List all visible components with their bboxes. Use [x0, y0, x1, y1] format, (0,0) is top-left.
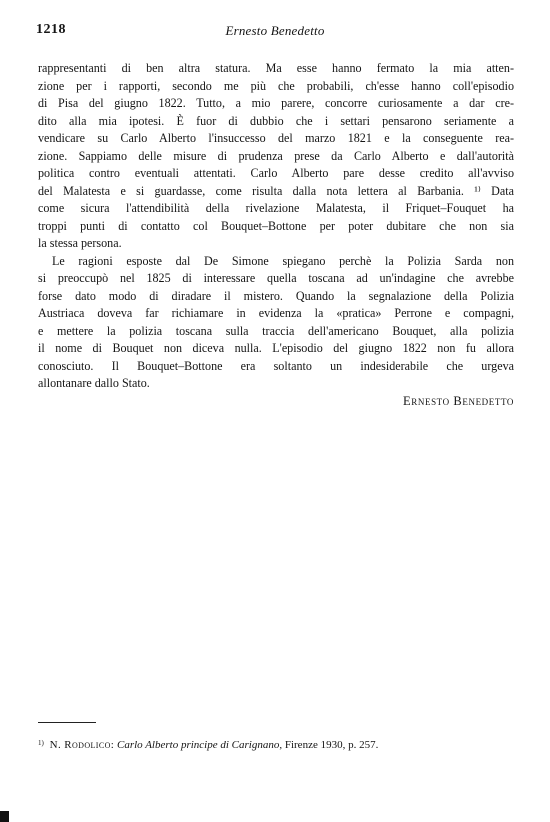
text-line: Le ragioni esposte dal De Simone spiegano perchè la Polizia Sarda non	[52, 253, 514, 268]
text-line: la stessa persona.	[38, 236, 122, 250]
page-number: 1218	[36, 22, 66, 37]
text-line: come sicura l'attendibilità della rivelazione Malatesta, il Friquet–Fouquet ha	[38, 201, 514, 215]
text-line: vendicare su Carlo Alberto l'insuccesso del marzo 1821 e la conseguente rea-	[38, 131, 514, 145]
footnote-title: Carlo Alberto principe di Carignano,	[116, 739, 283, 751]
text-line: rappresentanti di ben altra statura. Ma esse hanno fermato la mia atten-	[38, 61, 514, 75]
running-head: Ernesto Benedetto	[225, 23, 325, 38]
text-line: di Pisa del giugno 1822. Tutto, a mio parere, concorre curiosamente a dar cre-	[38, 96, 514, 110]
text-line: dito alla mia ipotesi. È fuor di dubbio che i settari pensarono seriamente a	[38, 113, 514, 128]
text-line: allontanare dallo Stato.	[38, 376, 150, 390]
footnote-marker: 1)	[38, 739, 44, 747]
body-text	[38, 60, 514, 410]
footnote	[38, 739, 518, 751]
footnote-publication: Firenze 1930, p. 257.	[284, 739, 379, 751]
text-line: politica contro eventuali attentati. Carlo Alberto pare desse credito all'avviso	[38, 166, 514, 180]
text-line: zione per i rapporti, secondo me più che probabili, ch'esse hanno coll'episodio	[38, 78, 514, 93]
text-line: e mettere la polizia toscana sulla traccia dell'americano Bouquet, alla polizia	[38, 323, 514, 338]
page-header	[36, 22, 514, 42]
footnote-rule	[38, 722, 96, 723]
author-signature: Ernesto Benedetto	[403, 393, 514, 408]
text-line: del Malatesta e si guardasse, come risulta dalla nota lettera al Barbania. ¹⁾ Data	[38, 183, 514, 198]
text-line: si preoccupò nel 1825 di interessare quella toscana ad un'indagine che avrebbe	[38, 271, 514, 285]
footnote-author: N. Rodolico:	[49, 739, 115, 751]
text-line: il nome di Bouquet non diceva nulla. L'episodio del giugno 1822 non fu allora	[38, 341, 514, 355]
text-line: Austriaca doveva far richiamare in evidenza la «pratica» Perrone e compagni,	[38, 306, 514, 320]
text-line: zione. Sappiamo delle misure di prudenza prese da Carlo Alberto e dall'autorità	[38, 148, 514, 163]
scan-corner-mark	[0, 811, 9, 822]
text-line: troppi punti di contatto col Bouquet–Bottone per poter dubitare che non sia	[38, 218, 514, 233]
text-line: forse dato modo di diradare il mistero. Quando la segnalazione della Polizia	[38, 288, 514, 303]
text-line: conosciuto. Il Bouquet–Bottone era soltanto un indesiderabile che urgeva	[38, 358, 514, 373]
